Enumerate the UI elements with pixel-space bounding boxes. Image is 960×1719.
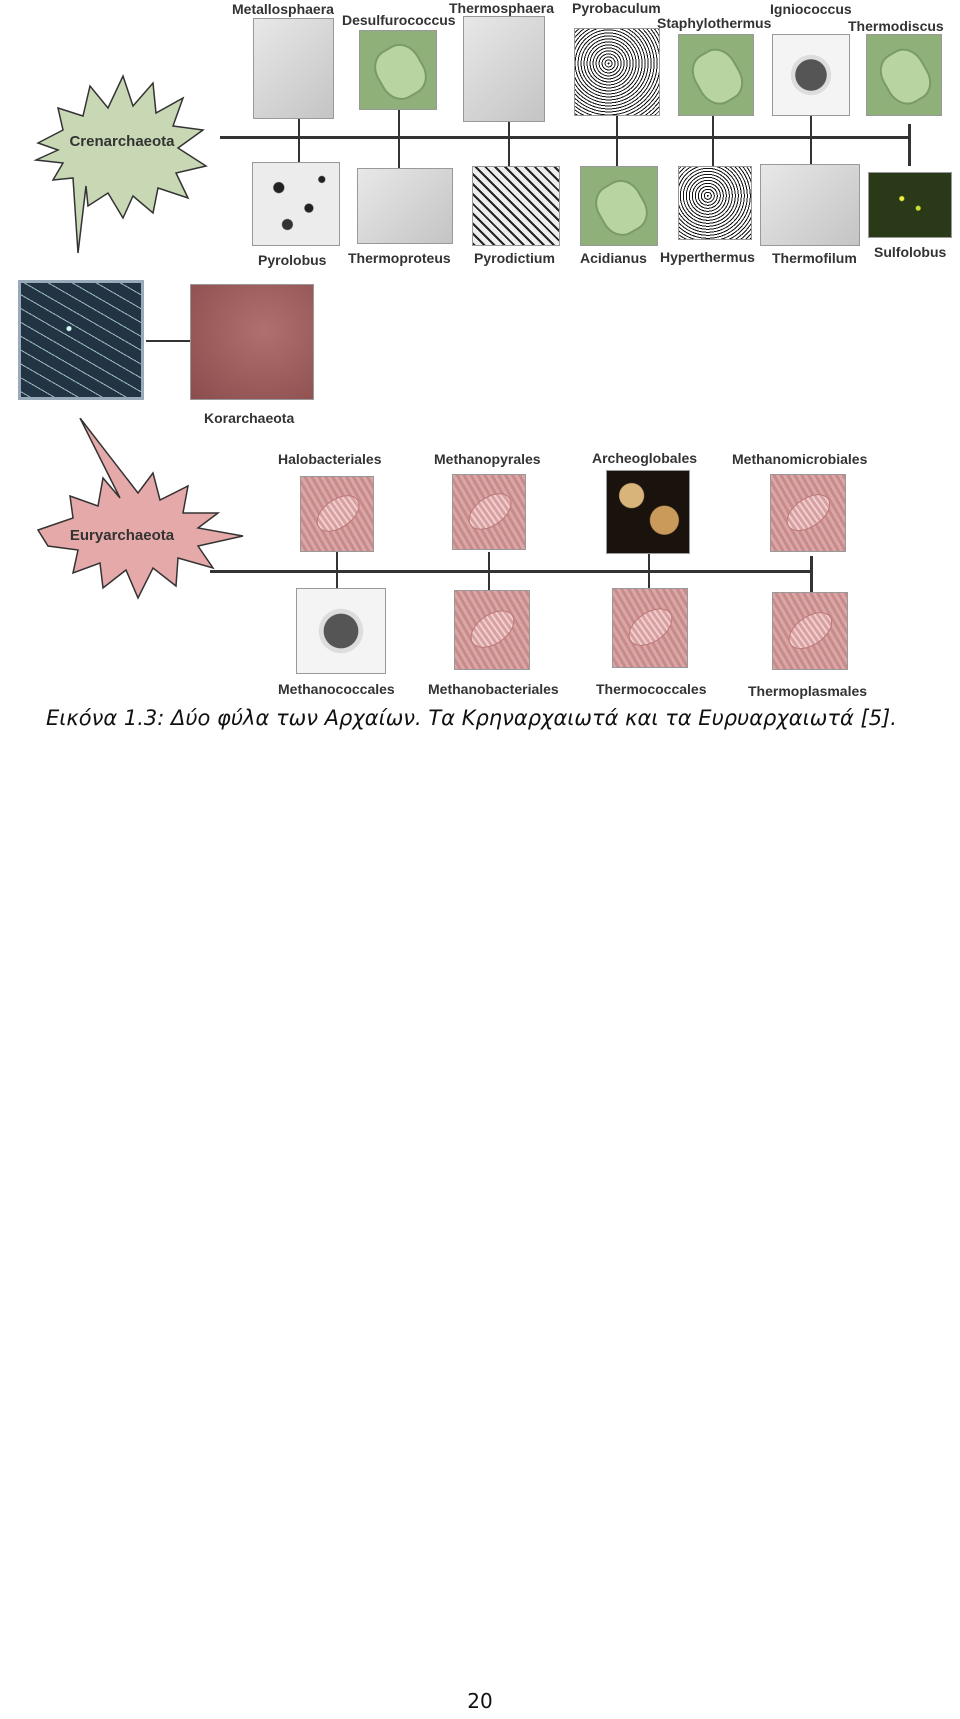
staphylothermus-label: Staphylothermus — [657, 15, 772, 31]
halobacteriales-image — [300, 476, 374, 552]
thermoproteus-label: Thermoproteus — [348, 250, 451, 266]
crenarchaeota-branch-line — [220, 136, 910, 139]
thermococcales-image — [612, 588, 688, 668]
methanomicrobiales-label: Methanomicrobiales — [732, 451, 868, 467]
korarchaeota-micrograph-1 — [18, 280, 144, 400]
hyperthermus-image — [678, 166, 752, 240]
crenarchaeota-branch-end — [908, 124, 911, 166]
acidianus-label: Acidianus — [580, 250, 647, 266]
thermodiscus-image — [866, 34, 942, 116]
korarchaeota-connector — [146, 340, 192, 342]
desulfurococcus-image — [359, 30, 437, 110]
figure-caption: Εικόνα 1.3: Δύο φύλα των Αρχαίων. Τα Κρηναρχαιωτά και τα Ευρυαρχαιωτά [5]. — [46, 706, 897, 730]
sulfolobus-image — [868, 172, 952, 238]
pyrodictium-image — [472, 166, 560, 246]
thermofilum-image — [760, 164, 860, 246]
pyrobaculum-image — [574, 28, 660, 116]
metallosphaera-label: Metallosphaera — [232, 1, 334, 17]
euryarchaeota-label: Euryarchaeota — [69, 527, 175, 544]
archeoglobales-label: Archeoglobales — [592, 450, 698, 466]
desulfurococcus-label: Desulfurococcus — [342, 12, 456, 28]
acidianus-image — [580, 166, 658, 246]
page-number: 20 — [467, 1689, 493, 1713]
euryarchaeota-branch-line — [210, 570, 812, 573]
methanobacteriales-label: Methanobacteriales — [428, 681, 559, 697]
pyrobaculum-label: Pyrobaculum — [572, 0, 661, 16]
thermosphaera-image — [463, 16, 545, 122]
thermosphaera-label: Thermosphaera — [449, 0, 555, 16]
crenarchaeota-label: Crenarchaeota — [69, 133, 175, 150]
methanopyrales-image — [452, 474, 526, 550]
pyrolobus-label: Pyrolobus — [258, 252, 327, 268]
thermoproteus-image — [357, 168, 453, 244]
halobacteriales-label: Halobacteriales — [278, 451, 382, 467]
korarchaeota-label: Korarchaeota — [204, 410, 295, 426]
igniococcus-image — [772, 34, 850, 116]
thermoplasmales-image — [772, 592, 848, 670]
methanococcales-image — [296, 588, 386, 674]
pyrodictium-label: Pyrodictium — [474, 250, 555, 266]
hyperthermus-label: Hyperthermus — [660, 249, 755, 265]
thermoplasmales-label: Thermoplasmales — [748, 683, 868, 699]
thermococcales-label: Thermococcales — [596, 681, 707, 697]
euryarchaeota-star — [28, 418, 258, 603]
archeoglobales-image — [606, 470, 690, 554]
thermodiscus-label: Thermodiscus — [848, 18, 944, 34]
crenarchaeota-star — [28, 68, 218, 258]
thermofilum-label: Thermofilum — [772, 250, 857, 266]
igniococcus-label: Igniococcus — [770, 1, 852, 17]
methanopyrales-label: Methanopyrales — [434, 451, 541, 467]
korarchaeota-micrograph-2 — [190, 284, 314, 400]
archaea-phyla-figure — [0, 0, 960, 700]
staphylothermus-image — [678, 34, 754, 116]
sulfolobus-label: Sulfolobus — [874, 244, 947, 260]
pyrolobus-image — [252, 162, 340, 246]
methanobacteriales-image — [454, 590, 530, 670]
methanomicrobiales-image — [770, 474, 846, 552]
metallosphaera-image — [253, 18, 334, 119]
methanococcales-label: Methanococcales — [278, 681, 395, 697]
euryarchaeota-branch-end — [810, 556, 813, 596]
